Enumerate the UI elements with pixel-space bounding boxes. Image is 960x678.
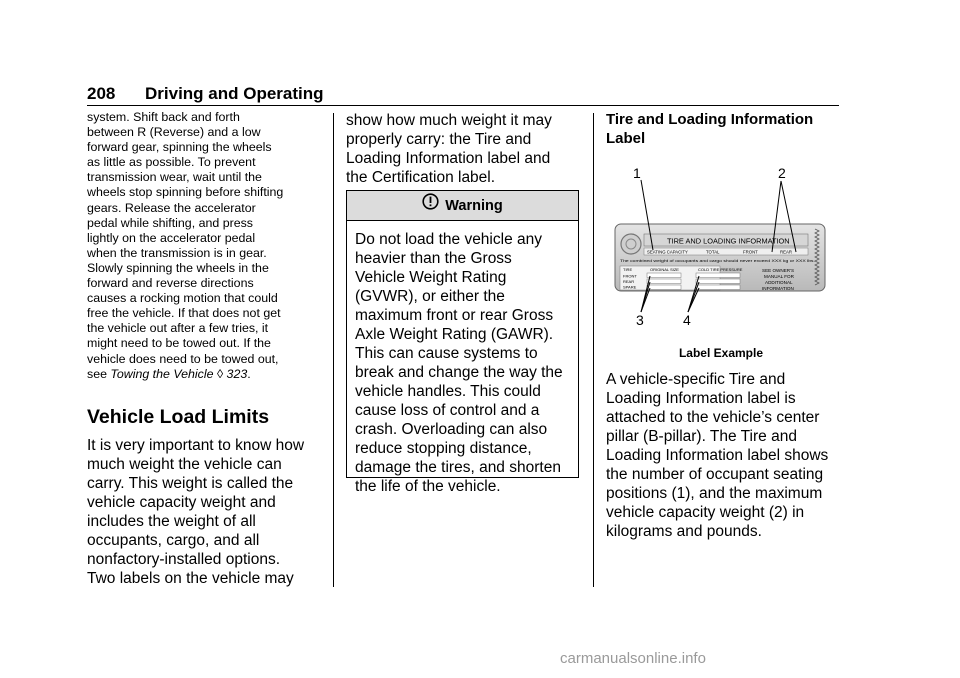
text-line: heavier than the Gross [355, 250, 512, 267]
text-line: vehicle does need to be towed out, [87, 351, 279, 366]
callout-3: 3 [636, 312, 644, 328]
text-line: This can cause systems to [355, 345, 538, 362]
section-title: Driving and Operating [145, 84, 324, 103]
text-line: pillar (B-pillar). The Tire and [606, 428, 797, 445]
text-line: much weight the vehicle can [87, 456, 282, 473]
text-line: show how much weight it may [346, 112, 552, 129]
text-line: between R (Reverse) and a low [87, 125, 261, 140]
text-line: occupants, cargo, and all [87, 532, 260, 549]
vehicle-load-limits-heading: Vehicle Load Limits [87, 406, 270, 428]
text-line: damage the tires, and shorten [355, 459, 561, 476]
text-line: nonfactory-installed options. [87, 551, 281, 568]
warning-icon [422, 191, 439, 221]
text-line: the life of the vehicle. [355, 478, 501, 495]
heading-line: Label [606, 129, 646, 147]
text-line: pedal while shifting, and press [87, 215, 253, 230]
text-line: might need to be towed out. If the [87, 336, 271, 351]
text-line: kilograms and pounds. [606, 523, 762, 540]
text-line: Do not load the vehicle any [355, 231, 542, 248]
text-line: vehicle capacity weight (2) in [606, 504, 805, 521]
rear-row-label: REAR [623, 279, 635, 284]
rear-label: REAR [780, 249, 792, 255]
text-line: forward and reverse directions [87, 276, 254, 291]
original-size-label: ORIGINAL SIZE [650, 267, 679, 272]
combined-weight-text: The combined weight of occupants and cargo should never exceed XXX kg or XXX lbs. [620, 259, 816, 263]
callout-2: 2 [778, 165, 786, 181]
text-line: as little as possible. To prevent [87, 155, 256, 170]
text-line: Two labels on the vehicle may [87, 570, 294, 587]
column-divider [593, 113, 594, 587]
heading-line: Tire and Loading Information [606, 111, 814, 128]
figure-caption: Label Example [678, 346, 764, 360]
text-line: gears. Release the accelerator [87, 200, 256, 215]
text-line: includes the weight of all [87, 513, 256, 530]
text-line: properly carry: the Tire and [346, 131, 532, 148]
page-ref-symbol: ◊ [216, 366, 224, 381]
warning-header [347, 191, 578, 221]
tire-column-label: TIRE [623, 267, 633, 272]
figure-heading [606, 111, 836, 148]
text-line: Vehicle Weight Rating [355, 269, 507, 286]
front-label: FRONT [743, 249, 758, 255]
text-line: vehicle handles. This could [355, 383, 541, 400]
text-line: forward gear, spinning the wheels [87, 140, 272, 155]
cold-pressure-label: COLD TIRE PRESSURE [698, 267, 743, 272]
text-line: transmission wear, wait until the [87, 170, 262, 185]
text-line: the Certification label. [346, 169, 496, 186]
towing-cross-reference[interactable]: Towing the Vehicle [110, 366, 214, 381]
text-line: vehicle capacity weight and [87, 494, 276, 511]
front-row-label: FRONT [623, 273, 637, 279]
labels-intro-paragraph [346, 111, 582, 187]
text-line: attached to the vehicle’s center [606, 409, 820, 426]
text-line: crash. Overloading can also [355, 421, 548, 438]
warning-box [346, 190, 579, 495]
text-line: positions (1), and the maximum [606, 485, 823, 502]
spare-row-label: SPARE [623, 284, 637, 290]
emblem-icon [621, 234, 641, 254]
label-title: TIRE AND LOADING INFORMATION [667, 236, 790, 246]
watermark: carmanualsonline.info [560, 650, 706, 667]
text-line [87, 367, 319, 382]
text-line: causes a rocking motion that could [87, 291, 278, 306]
period: . [247, 366, 251, 381]
text-line: A vehicle-specific Tire and [606, 371, 786, 388]
see-owners-line-4: INFORMATION [762, 286, 794, 291]
text-line: Axle Weight Rating (GAWR). [355, 326, 554, 343]
text-line: It is very important to know how [87, 437, 305, 454]
text-line: when the transmission is in gear. [87, 245, 267, 260]
text-line: Loading Information label shows [606, 447, 829, 464]
text-line: (GVWR), or either the [355, 288, 505, 305]
text-line: Loading Information label and [346, 150, 551, 167]
text-line: the number of occupant seating [606, 466, 824, 483]
text-line: carry. This weight is called the [87, 475, 294, 492]
text-line: cause loss of control and a [355, 402, 540, 419]
see-owners-line-2: MANUAL FOR [764, 274, 794, 279]
tire-label-illustration [610, 162, 832, 330]
text-line: reduce stopping distance, [355, 440, 532, 457]
text-line: free the vehicle. If that does not get [87, 306, 281, 321]
page-header [87, 84, 839, 106]
see-owners-line-3: ADDITIONAL [765, 280, 793, 285]
label-description-paragraph [606, 370, 842, 541]
text-line: lightly on the accelerator pedal [87, 230, 256, 245]
warning-text [355, 230, 575, 496]
text-line: wheels stop spinning before shifting [87, 185, 284, 200]
callout-4: 4 [683, 312, 691, 328]
text-line: Loading Information label is [606, 390, 796, 407]
see-prefix: see [87, 366, 111, 381]
load-limits-paragraph [87, 436, 323, 588]
text-line: Slowly spinning the wheels in the [87, 260, 269, 275]
seating-capacity-label: SEATING CAPACITY [647, 249, 688, 255]
page-number: 208 [87, 84, 116, 103]
text-line: the vehicle out after a few tries, it [87, 321, 269, 336]
text-line: system. Shift back and forth [87, 110, 240, 124]
total-label: TOTAL [706, 249, 720, 255]
towing-paragraph [87, 110, 319, 382]
column-divider [333, 113, 334, 587]
see-owners-line-1: SEE OWNER'S [762, 268, 795, 273]
warning-title: Warning [445, 198, 503, 214]
text-line: break and change the way the [355, 364, 563, 381]
callout-1: 1 [633, 165, 641, 181]
page-ref-number[interactable]: 323 [226, 366, 248, 381]
text-line: maximum front or rear Gross [355, 307, 554, 324]
